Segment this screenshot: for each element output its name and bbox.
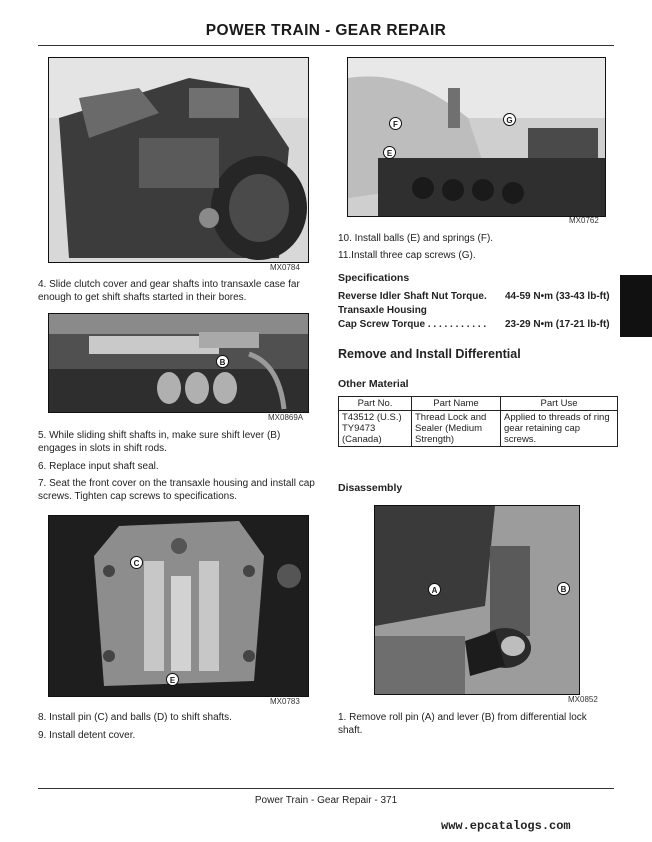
callout-e: E: [166, 673, 179, 686]
callout-b: B: [557, 582, 570, 595]
table-header: Part Use: [501, 397, 618, 411]
transaxle-photo: [48, 57, 309, 263]
step-7: 7. Seat the front cover on the transaxle housing and install cap screws. Tighten cap screws to specifications.: [38, 478, 315, 502]
differential-lock-photo: [374, 505, 580, 695]
section-tab: [620, 275, 652, 337]
figure-label: MX0784: [270, 263, 300, 272]
figure-label: MX0852: [568, 695, 598, 704]
table-header: Part No.: [339, 397, 412, 411]
shift-lever-photo: [48, 313, 309, 413]
step-4: 4. Slide clutch cover and gear shafts into transaxle case far enough to get shift shafts started in their bores.: [38, 279, 300, 303]
figure-label: MX0762: [569, 216, 599, 225]
callout-f: F: [389, 117, 402, 130]
spec-reverse-idler-value: 44-59 N•m (33-43 lb-ft): [505, 291, 610, 302]
figure-label: MX0783: [270, 697, 300, 706]
differential-heading: Remove and Install Differential: [338, 347, 521, 361]
table-cell-part-no: T43512 (U.S.) TY9473 (Canada): [339, 411, 412, 447]
step-11: 11.Install three cap screws (G).: [338, 250, 476, 261]
spec-transaxle-value: 23-29 N•m (17-21 lb-ft): [505, 319, 610, 330]
callout-e: E: [383, 146, 396, 159]
other-material-table: [338, 396, 618, 447]
table-header: Part Name: [412, 397, 501, 411]
step-1: 1. Remove roll pin (A) and lever (B) from differential lock shaft.: [338, 712, 587, 736]
spec-transaxle-label-b: Cap Screw Torque . . . . . . . . . . .: [338, 319, 487, 330]
spec-transaxle-label-a: Transaxle Housing: [338, 305, 427, 316]
footer-rule: [38, 788, 614, 789]
table-header-row: [339, 397, 618, 411]
other-material-heading: Other Material: [338, 378, 409, 390]
disassembly-heading: Disassembly: [338, 482, 403, 494]
step-5: 5. While sliding shift shafts in, make sure shift lever (B) engages in slots in shift rods.: [38, 430, 281, 454]
title-rule: [38, 45, 614, 46]
specifications-heading: Specifications: [338, 272, 410, 284]
page-title: POWER TRAIN - GEAR REPAIR: [205, 22, 447, 39]
step-8: 8. Install pin (C) and balls (D) to shift shafts.: [38, 712, 232, 723]
callout-b: B: [216, 355, 229, 368]
figure-label: MX0869A: [268, 413, 304, 422]
website-link[interactable]: www.epcatalogs.com: [441, 819, 571, 833]
detent-pin-photo: [48, 515, 309, 697]
callout-g: G: [503, 113, 516, 126]
callout-a: A: [428, 583, 441, 596]
table-row: [339, 411, 618, 447]
step-9: 9. Install detent cover.: [38, 730, 136, 741]
page-footer: Power Train - Gear Repair - 371: [254, 795, 398, 806]
callout-c: C: [130, 556, 143, 569]
table-cell-part-use: Applied to threads of ring gear retaining cap screws.: [501, 411, 618, 447]
spec-reverse-idler-label: Reverse Idler Shaft Nut Torque.: [338, 291, 487, 302]
step-10: 10. Install balls (E) and springs (F).: [338, 233, 494, 244]
table-cell-part-name: Thread Lock and Sealer (Medium Strength): [412, 411, 501, 447]
step-6: 6. Replace input shaft seal.: [38, 461, 159, 472]
balls-springs-photo: [347, 57, 606, 217]
